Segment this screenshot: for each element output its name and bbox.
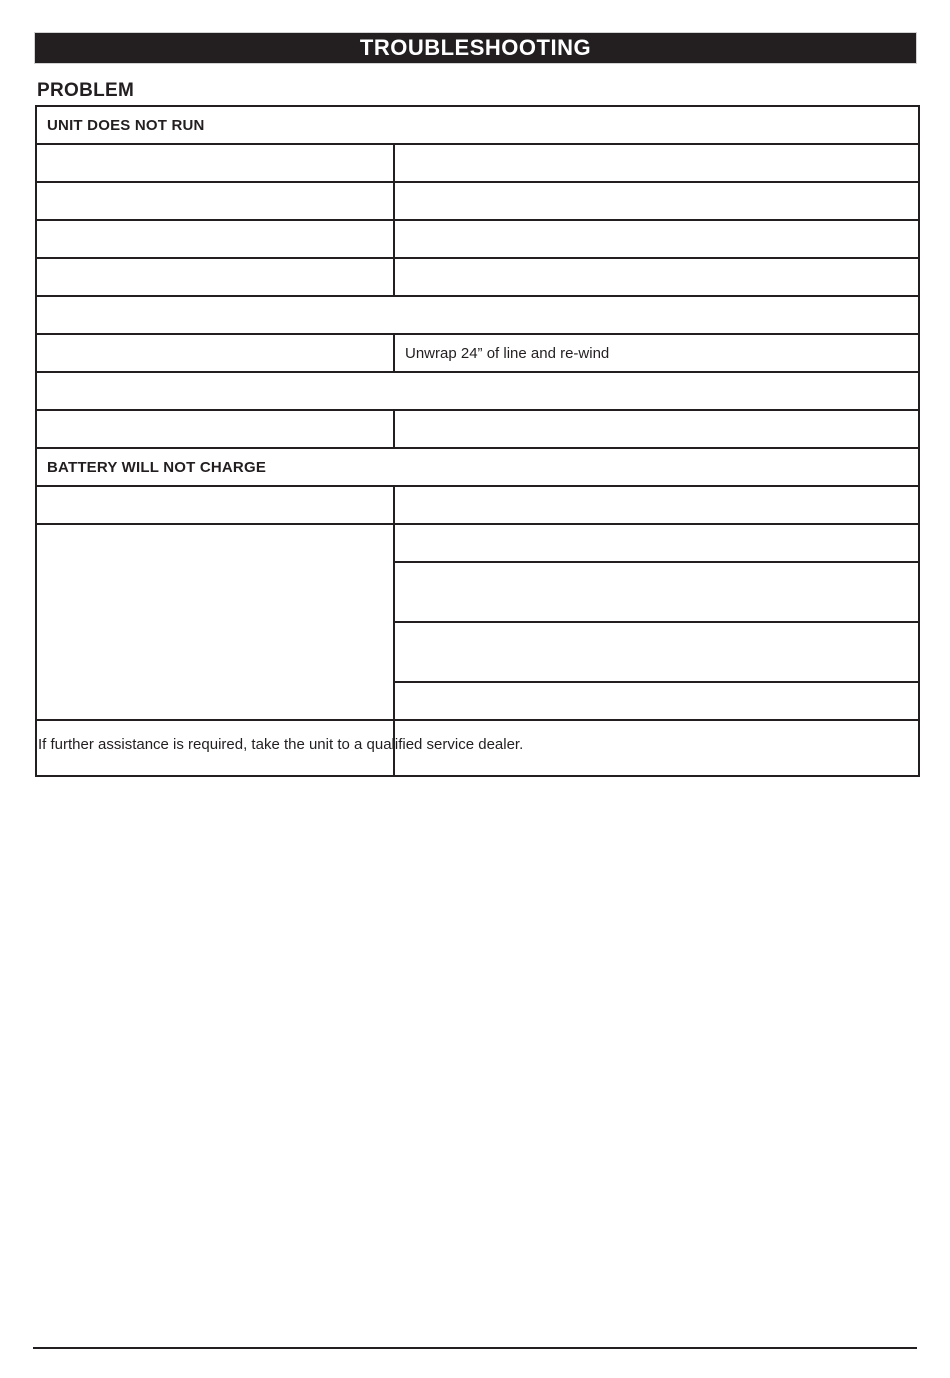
- table-row: [36, 220, 919, 258]
- table-row-full-width: [36, 296, 919, 334]
- page-bottom-rule: [33, 1347, 917, 1349]
- table-row-full-width: [36, 372, 919, 410]
- table-row: [36, 410, 919, 448]
- problem-cell: [36, 410, 394, 448]
- section-header-row: [36, 448, 919, 486]
- problem-cell: [36, 182, 394, 220]
- remedy-cell: [394, 524, 919, 562]
- footer-note: If further assistance is required, take the unit to a qualified service dealer.: [38, 736, 524, 753]
- problem-cell: [36, 220, 394, 258]
- remedy-cell-unwrap-line: Unwrap 24” of line and re-wind: [394, 334, 919, 372]
- remedy-cell: [394, 220, 919, 258]
- full-width-cell: [36, 372, 919, 410]
- section-header-row: [36, 106, 919, 144]
- remedy-cell: [394, 144, 919, 182]
- full-width-cell: [36, 296, 919, 334]
- problem-cell: [36, 258, 394, 296]
- remedy-cell: [394, 410, 919, 448]
- problem-heading: PROBLEM: [37, 80, 135, 101]
- troubleshooting-banner: [35, 33, 916, 63]
- remedy-cell: [394, 486, 919, 524]
- table-row-rowspan-group: [36, 524, 919, 562]
- table-row: [36, 182, 919, 220]
- table-row: [36, 334, 919, 372]
- table-row: [36, 486, 919, 524]
- remedy-cell: [394, 562, 919, 622]
- section-header-battery-will-not-charge: BATTERY WILL NOT CHARGE: [36, 448, 919, 486]
- section-header-unit-does-not-run: UNIT DOES NOT RUN: [36, 106, 919, 144]
- problem-cell: [36, 486, 394, 524]
- problem-cell-merged: [36, 524, 394, 720]
- remedy-cell: [394, 682, 919, 720]
- remedy-cell: [394, 258, 919, 296]
- remedy-cell: [394, 622, 919, 682]
- troubleshooting-table: [35, 105, 920, 777]
- table-row: [36, 144, 919, 182]
- remedy-cell: [394, 182, 919, 220]
- problem-cell: [36, 334, 394, 372]
- table-row: [36, 258, 919, 296]
- problem-cell: [36, 144, 394, 182]
- banner-title: TROUBLESHOOTING: [359, 35, 592, 60]
